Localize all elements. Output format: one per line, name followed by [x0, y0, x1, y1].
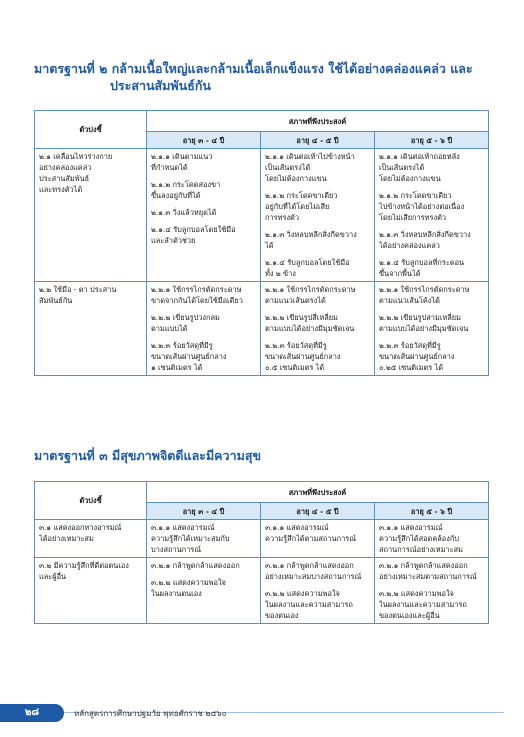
condition-item: [151, 179, 256, 201]
table-row: [35, 282, 489, 376]
condition-item: [151, 340, 256, 373]
indicator-text: ๒.๒ ใช้มือ - ตา ประสาน: [39, 285, 117, 294]
condition-text: ๒.๑.๒ กระโดดสองขา: [151, 180, 221, 189]
condition-text: สถานการณ์อย่างเหมาะสม: [379, 545, 463, 554]
condition-text: ๒.๑.๑ เดินตามแนว: [151, 152, 213, 161]
indicator-header: ตัวบ่งชี้: [35, 482, 147, 520]
desired-condition-cell: [147, 558, 261, 624]
condition-text: อย่างเหมาะสมบางสถานการณ์: [265, 572, 362, 581]
desired-condition-cell: [375, 149, 489, 282]
condition-text: ทั้ง ๒ ข้าง: [265, 269, 296, 278]
condition-item: [265, 257, 370, 279]
desired-condition-header: สภาพที่พึงประสงค์: [147, 111, 489, 132]
condition-item: [151, 577, 256, 599]
condition-text: ขาดจากกันได้โดยใช้มือเดียว: [151, 296, 243, 305]
condition-text: ๒.๒.๒ เขียนรูปสามเหลี่ยม: [379, 313, 461, 322]
condition-text: ขึ้นจากพื้นได้: [379, 269, 421, 278]
condition-text: ๒.๑.๑ เดินต่อเท้าไปข้างหน้า: [265, 152, 355, 161]
indicator-text: ๒.๑ เคลื่อนไหวร่างกาย: [39, 152, 113, 161]
age-header-3-4: อายุ ๓ - ๔ ปี: [147, 132, 261, 149]
condition-text: ๒.๒.๑ ใช้กรรไกรตัดกระดาษ: [265, 285, 356, 294]
condition-item: [379, 151, 484, 184]
age-header-4-5: อายุ ๔ - ๕ ปี: [261, 132, 375, 149]
condition-text: ไปข้างหน้าได้อย่างต่อเนื่อง: [379, 202, 465, 211]
condition-text: ขนาดเส้นผ่านศูนย์กลาง: [265, 352, 341, 361]
condition-text: ๒.๒.๑ ใช้กรรไกรตัดกระดาษ: [151, 285, 242, 294]
condition-item: [379, 312, 484, 334]
condition-text: ตามแบบได้: [151, 324, 188, 333]
desired-condition-cell: [261, 282, 375, 376]
condition-text: ที่กำหนดได้: [151, 163, 188, 172]
condition-text: ๒.๑.๓ วิ่งหลบหลีกสิ่งกีดขวาง: [379, 230, 471, 239]
condition-item: [265, 588, 370, 621]
condition-item: [151, 522, 256, 555]
indicator-cell: [35, 520, 147, 558]
standard-2-title: [34, 60, 473, 94]
condition-item: [379, 588, 484, 621]
condition-text: ขึ้นลงอยู่กับที่ได้: [151, 191, 201, 200]
table-row: [35, 520, 489, 558]
age-header-4-5: อายุ ๔ - ๕ ปี: [261, 503, 375, 520]
condition-text: อย่างเหมาะสมตามสถานการณ์: [379, 572, 477, 581]
condition-item: [151, 207, 256, 218]
table-row: [35, 558, 489, 624]
indicator-text: สัมพันธ์กัน: [39, 296, 73, 305]
condition-item: [379, 190, 484, 223]
age-header-5-6: อายุ ๕ - ๖ ปี: [375, 503, 489, 520]
condition-item: [265, 522, 370, 544]
condition-text: ได้: [265, 241, 274, 250]
standard-3-title-line1: มาตรฐานที่ ๓ มีสุขภาพจิตดีและมีความสุข: [34, 448, 261, 463]
desired-condition-cell: [261, 149, 375, 282]
condition-item: [379, 257, 484, 279]
condition-item: [151, 284, 256, 306]
condition-text: และลำตัวช่วย: [151, 236, 196, 245]
indicator-cell: [35, 558, 147, 624]
condition-text: ๒.๑.๔ รับลูกบอลโดยใช้มือ: [265, 258, 350, 267]
condition-item: [151, 224, 256, 246]
condition-text: ๒.๒.๒ เขียนรูปวงกลม: [151, 313, 220, 322]
condition-text: เป็นเส้นตรงได้: [379, 163, 425, 172]
condition-text: ๒.๑.๔ รับลูกบอลที่กระดอน: [379, 258, 465, 267]
indicator-cell: [35, 282, 147, 376]
condition-item: [379, 229, 484, 251]
indicator-text: ได้อย่างเหมาะสม: [39, 534, 94, 543]
condition-text: การทรงตัว: [265, 213, 299, 222]
condition-text: ได้อย่างคล่องแคล่ว: [379, 241, 440, 250]
age-header-5-6: อายุ ๕ - ๖ ปี: [375, 132, 489, 149]
condition-text: ๒.๒.๓ ร้อยวัสดุที่มีรู: [379, 341, 441, 350]
condition-text: ของตนเองและผู้อื่น: [379, 611, 440, 620]
condition-text: ๒.๒.๓ ร้อยวัสดุที่มีรู: [151, 341, 213, 350]
condition-text: ๒.๒.๓ ร้อยวัสดุที่มีรู: [265, 341, 327, 350]
condition-text: ตามแนวเส้นโค้งได้: [379, 296, 440, 305]
condition-text: ๒.๑.๔ รับลูกบอลโดยใช้มือ: [151, 225, 236, 234]
condition-item: [151, 312, 256, 334]
condition-text: ตามแบบได้อย่างมีมุมชัดเจน: [265, 324, 355, 333]
condition-text: ๓.๑.๑ แสดงอารมณ์: [151, 523, 215, 532]
condition-text: ๒.๒.๑ ใช้กรรไกรตัดกระดาษ: [379, 285, 470, 294]
condition-item: [265, 284, 370, 306]
condition-text: ความรู้สึกได้เหมาะสมกับ: [151, 534, 230, 543]
standard-2-title-line1: มาตรฐานที่ ๒ กล้ามเนื้อใหญ่และกล้ามเนื้อเล็กแข็งแรง ใช้ได้อย่างคล่องแคล่ว และ: [34, 61, 473, 76]
indicator-text: ๓.๒ มีความรู้สึกที่ดีต่อตนเอง: [39, 561, 129, 570]
condition-text: ตามแนวเส้นตรงได้: [265, 296, 326, 305]
condition-text: ๐.๒๕ เซนติเมตร ได้: [379, 363, 444, 372]
indicator-text: อย่างคล่องแคล่ว: [39, 163, 92, 172]
condition-item: [265, 229, 370, 251]
desired-condition-cell: [375, 558, 489, 624]
condition-text: ๐.๕ เซนติเมตร ได้: [265, 363, 325, 372]
condition-text: ความรู้สึกได้ตามสถานการณ์: [265, 534, 357, 543]
condition-text: โดยไม่ต้องกางแขน: [379, 174, 441, 183]
condition-text: ๓.๒.๒ แสดงความพอใจ: [265, 589, 340, 598]
condition-text: บางสถานการณ์: [151, 545, 202, 554]
condition-text: ๓.๒.๒ แสดงความพอใจ: [151, 578, 226, 587]
condition-text: ๑ เซนติเมตร ได้: [151, 363, 203, 372]
condition-text: อยู่กับที่ได้โดยไม่เสีย: [265, 202, 330, 211]
desired-condition-cell: [147, 282, 261, 376]
standard-2-table: [34, 110, 489, 376]
desired-condition-cell: [147, 520, 261, 558]
condition-text: ความรู้สึกได้สอดคล้องกับ: [379, 534, 460, 543]
desired-condition-cell: [375, 282, 489, 376]
condition-item: [379, 284, 484, 306]
condition-item: [265, 312, 370, 334]
condition-text: ๒.๑.๓ วิ่งหลบหลีกสิ่งกีดขวาง: [265, 230, 357, 239]
standard-3-table: [34, 481, 489, 624]
condition-text: เป็นเส้นตรงได้: [265, 163, 311, 172]
condition-text: ๓.๒.๒ แสดงความพอใจ: [379, 589, 454, 598]
desired-condition-cell: [147, 149, 261, 282]
indicator-text: ประสานสัมพันธ์: [39, 174, 90, 183]
indicator-text: ๓.๑ แสดงออกทางอารมณ์: [39, 523, 122, 532]
desired-condition-cell: [261, 558, 375, 624]
condition-text: ๒.๑.๒ กระโดดขาเดียว: [265, 191, 338, 200]
condition-text: ๒.๑.๑ เดินต่อเท้าถอยหลัง: [379, 152, 460, 161]
condition-text: ๒.๑.๒ กระโดดขาเดียว: [379, 191, 452, 200]
condition-text: ในผลงานตนเอง: [151, 589, 202, 598]
condition-text: ๒.๒.๒ เขียนรูปสี่เหลี่ยม: [265, 313, 338, 322]
condition-text: โดยไม่ต้องกางแขน: [265, 174, 327, 183]
condition-text: ขนาดเส้นผ่านศูนย์กลาง: [151, 352, 227, 361]
desired-condition-cell: [375, 520, 489, 558]
condition-text: ๒.๑.๓ วิ่งแล้วหยุดได้: [151, 208, 217, 217]
condition-item: [265, 190, 370, 223]
desired-condition-header: สภาพที่พึงประสงค์: [147, 482, 489, 503]
condition-text: ๓.๒.๑ กล้าพูดกล้าแสดงออก: [265, 561, 354, 570]
condition-item: [265, 560, 370, 582]
condition-item: [379, 560, 484, 582]
condition-item: [151, 560, 256, 571]
condition-text: ๓.๒.๑ กล้าพูดกล้าแสดงออก: [379, 561, 468, 570]
condition-item: [265, 340, 370, 373]
condition-item: [151, 151, 256, 173]
condition-item: [379, 522, 484, 555]
condition-item: [379, 340, 484, 373]
age-header-3-4: อายุ ๓ - ๔ ปี: [147, 503, 261, 520]
condition-text: โดยไม่เสียการทรงตัว: [379, 213, 447, 222]
footer-text: หลักสูตรการศึกษาปฐมวัย พุทธศักราช ๒๕๖๐: [74, 709, 227, 718]
condition-text: ๓.๒.๑ กล้าพูดกล้าแสดงออก: [151, 561, 240, 570]
condition-text: ๓.๑.๑ แสดงอารมณ์: [265, 523, 329, 532]
condition-text: ในผลงานและความสามารถ: [379, 600, 467, 609]
condition-item: [265, 151, 370, 184]
indicator-text: และผู้อื่น: [39, 572, 67, 581]
indicator-header: ตัวบ่งชี้: [35, 111, 147, 149]
condition-text: ของตนเอง: [265, 611, 299, 620]
condition-text: ขนาดเส้นผ่านศูนย์กลาง: [379, 352, 455, 361]
table-row: [35, 149, 489, 282]
desired-condition-cell: [261, 520, 375, 558]
condition-text: ในผลงานและความสามารถ: [265, 600, 353, 609]
condition-text: ตามแบบได้อย่างมีมุมชัดเจน: [379, 324, 469, 333]
indicator-text: และทรงตัวได้: [39, 185, 83, 194]
standard-3-title: [34, 447, 261, 464]
condition-text: ๓.๑.๑ แสดงอารมณ์: [379, 523, 443, 532]
indicator-cell: [35, 149, 147, 282]
standard-2-title-line2: ประสานสัมพันธ์กัน: [110, 78, 211, 93]
page-number-badge: ๒๘: [0, 704, 64, 722]
